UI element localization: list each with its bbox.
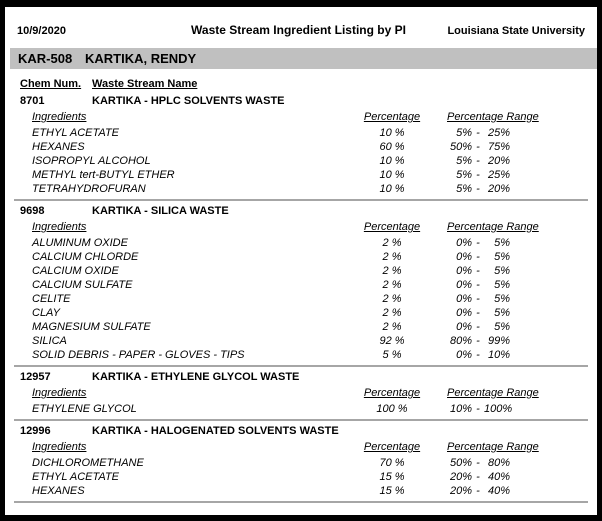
range-separator: - xyxy=(476,457,480,469)
ingredient-row xyxy=(12,126,590,140)
ingredient-row xyxy=(12,306,590,320)
ingredient-name: HEXANES xyxy=(32,141,85,153)
ingredient-column-headers xyxy=(12,386,590,400)
percentage-column-header: Percentage xyxy=(363,221,421,233)
range-high: 20% xyxy=(487,183,510,195)
percentage-column-cell xyxy=(344,220,440,234)
percentage-range-column-header: Percentage Range xyxy=(447,111,539,123)
range-low: 0% xyxy=(456,265,472,277)
range-high: 80% xyxy=(487,457,510,469)
ingredients-column-cell xyxy=(12,386,344,400)
ingredient-percentage: 2 % xyxy=(382,321,402,333)
range-separator: - xyxy=(476,321,480,333)
chem-num: 8701 xyxy=(20,95,45,107)
waste-stream-section xyxy=(12,204,590,367)
waste-stream-name-header: Waste Stream Name xyxy=(92,78,198,90)
ingredient-percentage-range xyxy=(440,470,590,484)
ingredients-column-cell xyxy=(12,220,344,234)
percentage-column-cell xyxy=(344,110,440,124)
percentage-column-cell xyxy=(344,386,440,400)
percentage-range-column-cell xyxy=(440,386,590,400)
range-separator: - xyxy=(476,403,480,415)
ingredient-column-headers xyxy=(12,220,590,234)
ingredient-rows xyxy=(12,456,590,498)
ingredient-column-headers xyxy=(12,440,590,454)
ingredient-percentage-range xyxy=(440,484,590,498)
waste-stream-name: KARTIKA - HPLC SOLVENTS WASTE xyxy=(92,95,285,107)
percentage-range-column-header: Percentage Range xyxy=(447,441,539,453)
range-low: 0% xyxy=(456,349,472,361)
range-high: 5% xyxy=(494,265,510,277)
ingredients-column-header: Ingredients xyxy=(32,111,87,123)
ingredients-column-header: Ingredients xyxy=(32,221,87,233)
range-separator: - xyxy=(476,237,480,249)
ingredient-row xyxy=(12,168,590,182)
range-separator: - xyxy=(476,141,480,153)
ingredient-name: SILICA xyxy=(32,335,67,347)
waste-stream-section xyxy=(12,370,590,421)
range-separator: - xyxy=(476,169,480,181)
ingredient-name: ETHYL ACETATE xyxy=(32,471,120,483)
institution-name: Louisiana State University xyxy=(447,25,585,37)
range-low: 5% xyxy=(456,127,472,139)
chem-num: 12957 xyxy=(20,371,51,383)
pi-name: KARTIKA, RENDY xyxy=(85,51,197,66)
ingredient-percentage-range xyxy=(440,154,590,168)
ingredient-percentage-range xyxy=(440,264,590,278)
range-separator: - xyxy=(476,471,480,483)
section-divider xyxy=(14,199,588,201)
range-high: 10% xyxy=(487,349,510,361)
range-separator: - xyxy=(476,485,480,497)
ingredient-percentage: 70 % xyxy=(379,457,405,469)
ingredient-percentage-range xyxy=(440,402,590,416)
waste-stream-section xyxy=(12,424,590,503)
ingredient-percentage: 10 % xyxy=(379,127,405,139)
ingredient-percentage-range xyxy=(440,250,590,264)
section-title-row xyxy=(12,94,590,108)
waste-stream-name: KARTIKA - HALOGENATED SOLVENTS WASTE xyxy=(92,425,339,437)
sections xyxy=(12,94,590,503)
chem-num: 12996 xyxy=(20,425,51,437)
percentage-range-column-cell xyxy=(440,110,590,124)
chem-num-header-cell xyxy=(20,77,92,91)
percentage-column-header: Percentage xyxy=(363,111,421,123)
ingredient-percentage: 5 % xyxy=(382,349,402,361)
ingredient-name: ETHYL ACETATE xyxy=(32,127,120,139)
range-high: 75% xyxy=(487,141,510,153)
chem-num-header: Chem Num. xyxy=(20,78,82,90)
range-high: 25% xyxy=(487,169,510,181)
waste-stream-name: KARTIKA - ETHYLENE GLYCOL WASTE xyxy=(92,371,300,383)
range-separator: - xyxy=(476,335,480,347)
waste-stream-name: KARTIKA - SILICA WASTE xyxy=(92,205,229,217)
ingredient-percentage: 15 % xyxy=(379,485,405,497)
range-high: 40% xyxy=(487,471,510,483)
range-low: 0% xyxy=(456,321,472,333)
ingredient-percentage: 100 % xyxy=(376,403,408,415)
ingredient-percentage: 2 % xyxy=(382,237,402,249)
report-date: 10/9/2020 xyxy=(17,25,66,37)
ingredient-name: SOLID DEBRIS - PAPER - GLOVES - TIPS xyxy=(32,349,245,361)
range-high: 5% xyxy=(494,307,510,319)
ingredient-percentage: 2 % xyxy=(382,279,402,291)
ingredient-percentage: 10 % xyxy=(379,155,405,167)
range-low: 10% xyxy=(449,403,472,415)
ingredient-name: TETRAHYDROFURAN xyxy=(32,183,146,195)
percentage-range-column-cell xyxy=(440,440,590,454)
ingredient-row xyxy=(12,278,590,292)
waste-stream-name-header-cell xyxy=(92,77,197,91)
ingredient-row xyxy=(12,264,590,278)
range-separator: - xyxy=(476,307,480,319)
ingredient-name: CALCIUM CHLORDE xyxy=(32,251,139,263)
ingredient-percentage-range xyxy=(440,456,590,470)
ingredient-row xyxy=(12,402,590,416)
pi-code: KAR-508 xyxy=(18,51,73,66)
section-title-row xyxy=(12,204,590,218)
range-separator: - xyxy=(476,127,480,139)
ingredient-percentage-range xyxy=(440,348,590,362)
ingredient-row xyxy=(12,484,590,498)
range-high: 5% xyxy=(494,279,510,291)
range-separator: - xyxy=(476,155,480,167)
range-low: 5% xyxy=(456,155,472,167)
ingredient-row xyxy=(12,140,590,154)
percentage-column-header: Percentage xyxy=(363,441,421,453)
ingredient-percentage-range xyxy=(440,140,590,154)
ingredients-column-cell xyxy=(12,110,344,124)
ingredient-row xyxy=(12,250,590,264)
ingredient-name: CELITE xyxy=(32,293,71,305)
ingredient-row xyxy=(12,348,590,362)
range-high: 5% xyxy=(494,237,510,249)
chem-num: 9698 xyxy=(20,205,45,217)
percentage-range-column-header: Percentage Range xyxy=(447,221,539,233)
table-column-headers xyxy=(12,77,590,91)
ingredient-row xyxy=(12,154,590,168)
section-title-row xyxy=(12,370,590,384)
range-high: 25% xyxy=(487,127,510,139)
ingredient-name: CLAY xyxy=(32,307,60,319)
ingredients-column-header: Ingredients xyxy=(32,441,87,453)
range-low: 0% xyxy=(456,307,472,319)
range-high: 5% xyxy=(494,293,510,305)
ingredient-percentage-range xyxy=(440,292,590,306)
ingredient-name: METHYL tert-BUTYL ETHER xyxy=(32,169,175,181)
ingredient-percentage-range xyxy=(440,126,590,140)
ingredient-percentage: 15 % xyxy=(379,471,405,483)
range-high: 100% xyxy=(484,403,513,415)
range-high: 20% xyxy=(487,155,510,167)
ingredient-row xyxy=(12,320,590,334)
range-low: 0% xyxy=(456,293,472,305)
range-low: 0% xyxy=(456,279,472,291)
ingredient-percentage-range xyxy=(440,168,590,182)
range-separator: - xyxy=(476,293,480,305)
ingredient-name: DICHLOROMETHANE xyxy=(32,457,144,469)
ingredient-name: ISOPROPYL ALCOHOL xyxy=(32,155,151,167)
ingredient-name: HEXANES xyxy=(32,485,85,497)
pi-header-bar xyxy=(10,48,597,69)
range-low: 20% xyxy=(449,471,472,483)
ingredient-percentage: 2 % xyxy=(382,251,402,263)
report-header xyxy=(12,23,590,37)
ingredient-percentage-range xyxy=(440,334,590,348)
ingredient-row xyxy=(12,182,590,196)
range-low: 50% xyxy=(449,141,472,153)
range-separator: - xyxy=(476,265,480,277)
ingredient-name: MAGNESIUM SULFATE xyxy=(32,321,151,333)
ingredient-name: ETHYLENE GLYCOL xyxy=(32,403,137,415)
section-divider xyxy=(14,501,588,503)
waste-stream-section xyxy=(12,94,590,201)
ingredients-column-cell xyxy=(12,440,344,454)
range-separator: - xyxy=(476,251,480,263)
ingredient-rows xyxy=(12,236,590,362)
percentage-column-header: Percentage xyxy=(363,387,421,399)
ingredient-percentage-range xyxy=(440,278,590,292)
range-low: 50% xyxy=(449,457,472,469)
range-separator: - xyxy=(476,279,480,291)
ingredient-row xyxy=(12,470,590,484)
range-low: 20% xyxy=(449,485,472,497)
ingredient-percentage-range xyxy=(440,320,590,334)
range-high: 5% xyxy=(494,321,510,333)
ingredient-percentage: 2 % xyxy=(382,265,402,277)
range-low: 80% xyxy=(449,335,472,347)
percentage-column-cell xyxy=(344,440,440,454)
ingredient-rows xyxy=(12,126,590,196)
range-separator: - xyxy=(476,183,480,195)
range-high: 99% xyxy=(487,335,510,347)
range-low: 0% xyxy=(456,237,472,249)
ingredient-row xyxy=(12,292,590,306)
ingredient-percentage-range xyxy=(440,306,590,320)
ingredient-percentage: 2 % xyxy=(382,293,402,305)
range-low: 5% xyxy=(456,183,472,195)
ingredient-name: ALUMINUM OXIDE xyxy=(32,237,128,249)
ingredient-percentage-range xyxy=(440,236,590,250)
range-separator: - xyxy=(476,349,480,361)
ingredient-row xyxy=(12,456,590,470)
section-divider xyxy=(14,419,588,421)
ingredient-percentage: 2 % xyxy=(382,307,402,319)
ingredient-name: CALCIUM OXIDE xyxy=(32,265,119,277)
ingredient-percentage: 10 % xyxy=(379,183,405,195)
report-title: Waste Stream Ingredient Listing by PI xyxy=(191,23,406,37)
ingredient-column-headers xyxy=(12,110,590,124)
range-low: 5% xyxy=(456,169,472,181)
ingredient-rows xyxy=(12,402,590,416)
ingredient-percentage: 92 % xyxy=(379,335,405,347)
section-divider xyxy=(14,365,588,367)
percentage-range-column-header: Percentage Range xyxy=(447,387,539,399)
ingredients-column-header: Ingredients xyxy=(32,387,87,399)
ingredient-row xyxy=(12,334,590,348)
range-low: 0% xyxy=(456,251,472,263)
ingredient-row xyxy=(12,236,590,250)
range-high: 40% xyxy=(487,485,510,497)
percentage-range-column-cell xyxy=(440,220,590,234)
ingredient-name: CALCIUM SULFATE xyxy=(32,279,133,291)
ingredient-percentage: 10 % xyxy=(379,169,405,181)
ingredient-percentage-range xyxy=(440,182,590,196)
range-high: 5% xyxy=(494,251,510,263)
ingredient-percentage: 60 % xyxy=(379,141,405,153)
section-title-row xyxy=(12,424,590,438)
